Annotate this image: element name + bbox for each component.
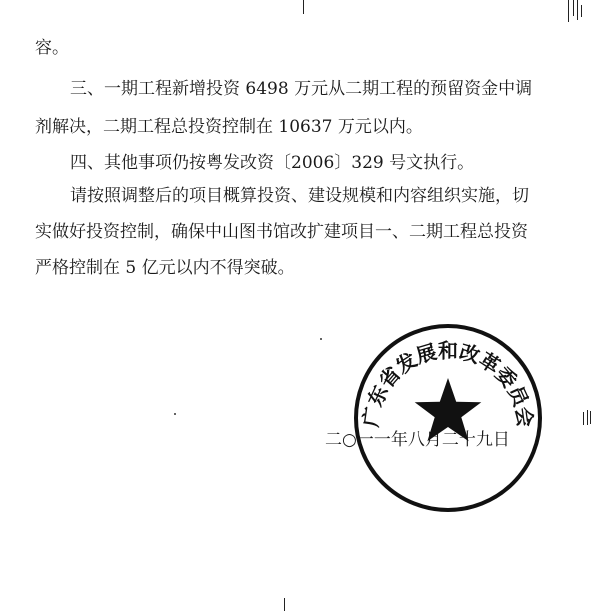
- scan-mark: [568, 0, 569, 22]
- scan-mark: [303, 0, 304, 14]
- scan-mark: [284, 598, 285, 611]
- paragraph-line-1: 容。: [35, 38, 69, 58]
- scan-mark: [581, 5, 582, 17]
- scan-speck: [320, 338, 322, 340]
- star-icon: [415, 378, 482, 441]
- seal-text: 广东省发展和改革委员会: [358, 338, 538, 429]
- scan-mark: [577, 0, 578, 20]
- scan-mark: [590, 411, 591, 424]
- paragraph-line-7: 严格控制在 5 亿元以内不得突破。: [35, 258, 295, 278]
- paragraph-line-6: 实做好投资控制，确保中山图书馆改扩建项目一、二期工程总投资: [35, 222, 528, 242]
- paragraph-line-4: 四、其他事项仍按粤发改资〔2006〕329 号文执行。: [70, 153, 475, 173]
- paragraph-line-5: 请按照调整后的项目概算投资、建设规模和内容组织实施，切: [70, 186, 529, 206]
- scan-mark: [583, 412, 584, 425]
- scan-mark: [587, 410, 588, 425]
- scan-mark: [573, 0, 574, 16]
- document-date: 二○一一年八月二十九日: [325, 430, 510, 450]
- official-seal: [348, 318, 548, 518]
- paragraph-line-3: 剂解决，二期工程总投资控制在 10637 万元以内。: [35, 117, 423, 137]
- scan-speck: [174, 413, 176, 415]
- paragraph-line-2: 三、一期工程新增投资 6498 万元从二期工程的预留资金中调: [70, 79, 533, 99]
